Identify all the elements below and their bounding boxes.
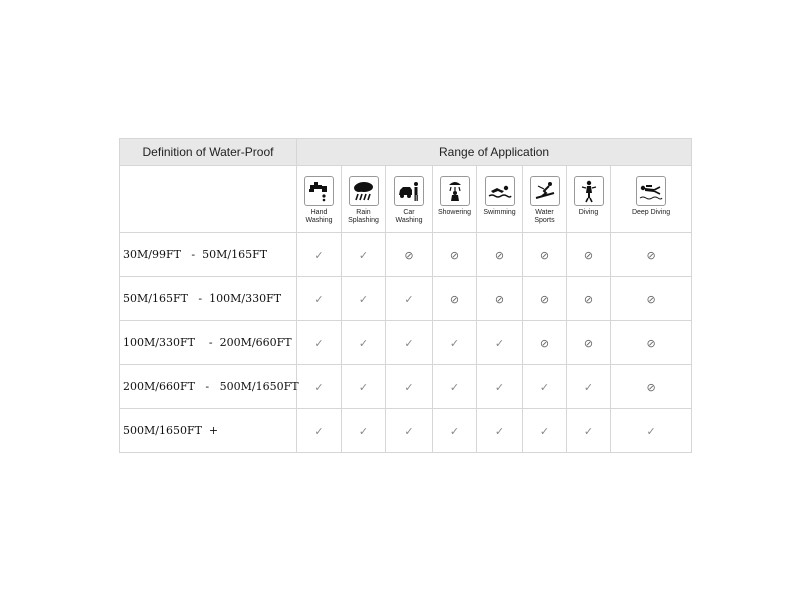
application-car-washing [386, 166, 433, 233]
checkmark-icon [342, 233, 386, 277]
checkmark-icon [433, 409, 477, 453]
table-row [120, 321, 692, 365]
checkmark-icon [611, 409, 692, 453]
water-sports-icon [530, 176, 560, 206]
depth-range: 200M/660FT - 500M/1650FT [120, 365, 297, 409]
shower-icon [440, 176, 470, 206]
blank-cell [120, 166, 297, 233]
checkmark-icon [342, 321, 386, 365]
application-label: Car Washing [395, 209, 423, 224]
table-row [120, 277, 692, 321]
application-water-sports [523, 166, 567, 233]
checkmark-icon [297, 365, 342, 409]
prohibited-icon [523, 277, 567, 321]
application-label: Diving [578, 209, 599, 216]
faucet-icon [304, 176, 334, 206]
definition-header: Definition of Water-Proof [120, 139, 297, 166]
application-label: Rain Splashing [348, 209, 379, 224]
range-header: Range of Application [297, 139, 692, 166]
deep-diver-icon [636, 176, 666, 206]
prohibited-icon [433, 233, 477, 277]
application-label: Deep Diving [631, 209, 671, 216]
application-diving [567, 166, 611, 233]
checkmark-icon [386, 277, 433, 321]
checkmark-icon [523, 409, 567, 453]
application-label: Hand Washing [305, 209, 333, 224]
checkmark-icon [477, 409, 523, 453]
checkmark-icon [433, 365, 477, 409]
application-label: Water Sports [534, 209, 555, 224]
prohibited-icon [567, 321, 611, 365]
application-rain-splashing [342, 166, 386, 233]
checkmark-icon [297, 321, 342, 365]
water-resistance-table [119, 138, 692, 453]
prohibited-icon [523, 233, 567, 277]
depth-range: 30M/99FT - 50M/165FT [120, 233, 297, 277]
water-resistance-chart [119, 138, 691, 453]
prohibited-icon [611, 321, 692, 365]
checkmark-icon [342, 409, 386, 453]
prohibited-icon [386, 233, 433, 277]
checkmark-icon [297, 409, 342, 453]
checkmark-icon [477, 321, 523, 365]
checkmark-icon [567, 365, 611, 409]
depth-range: 100M/330FT - 200M/660FT [120, 321, 297, 365]
table-row [120, 233, 692, 277]
checkmark-icon [386, 321, 433, 365]
checkmark-icon [523, 365, 567, 409]
prohibited-icon [611, 365, 692, 409]
application-swimming [477, 166, 523, 233]
depth-range: 50M/165FT - 100M/330FT [120, 277, 297, 321]
rain-cloud-icon [349, 176, 379, 206]
application-label: Showering [437, 209, 472, 216]
application-hand-washing [297, 166, 342, 233]
prohibited-icon [611, 233, 692, 277]
prohibited-icon [567, 277, 611, 321]
header-row [120, 139, 692, 166]
checkmark-icon [433, 321, 477, 365]
car-wash-icon [394, 176, 424, 206]
application-label: Swimming [483, 209, 516, 216]
checkmark-icon [297, 233, 342, 277]
checkmark-icon [386, 365, 433, 409]
checkmark-icon [297, 277, 342, 321]
application-showering [433, 166, 477, 233]
checkmark-icon [567, 409, 611, 453]
diver-icon [574, 176, 604, 206]
checkmark-icon [386, 409, 433, 453]
table-row [120, 409, 692, 453]
table-row [120, 365, 692, 409]
checkmark-icon [342, 365, 386, 409]
prohibited-icon [611, 277, 692, 321]
application-deep-diving [611, 166, 692, 233]
prohibited-icon [567, 233, 611, 277]
prohibited-icon [433, 277, 477, 321]
icon-row [120, 166, 692, 233]
prohibited-icon [477, 233, 523, 277]
prohibited-icon [523, 321, 567, 365]
checkmark-icon [477, 365, 523, 409]
prohibited-icon [477, 277, 523, 321]
swimmer-icon [485, 176, 515, 206]
checkmark-icon [342, 277, 386, 321]
depth-range: 500M/1650FT + [120, 409, 297, 453]
